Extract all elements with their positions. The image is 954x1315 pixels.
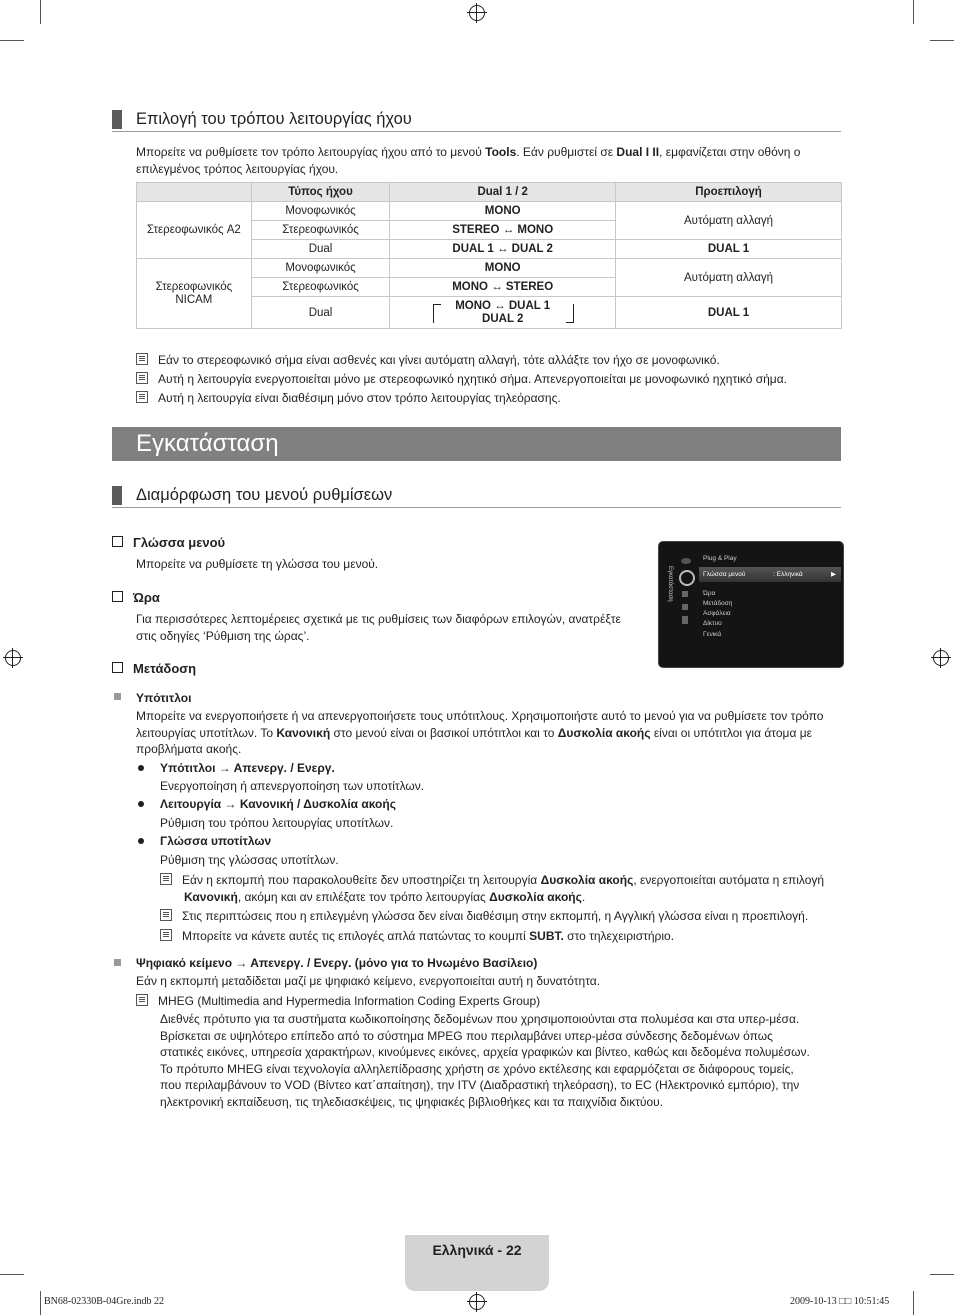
group-nicam: Στερεοφωνικός NICAM — [137, 259, 252, 329]
bullet-icon — [138, 838, 144, 844]
registration-mark-icon — [933, 650, 949, 666]
square-bullet-icon — [114, 693, 121, 700]
chapter-banner: Εγκατάσταση — [112, 427, 841, 461]
registration-mark-icon — [469, 5, 485, 21]
note: Εάν η εκπομπή που παρακολουθείτε δεν υποστηρίζει τη λειτουργία Δυσκολία ακοής, ενεργοποιείται αυτόματα η επιλογή — [160, 872, 850, 889]
section-title: Διαμόρφωση του μενού ρυθμίσεων — [136, 486, 393, 504]
section-heading-setup-menu — [112, 486, 841, 508]
print-file-info: BN68-02330B-04Gre.indb 22 — [44, 1296, 164, 1307]
page-number-tab: Ελληνικά - 22 — [405, 1235, 549, 1291]
registration-mark-icon — [469, 1294, 485, 1310]
note: Μπορείτε να κάνετε αυτές τις επιλογές απλά πατώντας το κουμπί SUBT. στο τηλεχειριστήριο. — [160, 928, 674, 945]
group-a2: Στερεοφωνικός A2 — [137, 202, 252, 259]
note-icon — [136, 994, 148, 1006]
print-date-info: 2009-10-13 □□ 10:51:45 — [790, 1296, 890, 1307]
mheg-description: Διεθνές πρότυπο για τα συστήματα κωδικοποίησης δεδομένων που χρησιμοποιούνται στα πολυμέσα και στα υπερ-μέσα. Βρίσκεται σε υψηλότερο επίπεδο από το σύστημα MPEG που περιλαμβάνει υπερ-μέσα σύνδεσης δεδομένων όπως στατικές εικόνες, υπηρεσία χαρακτήρων, κινούμενες εικόνες, αρχεία γραφικών και βίντεο, καθώς και δεδομένα πολυμέσων. Το πρότυπο MHEG είναι τεχνολογία αλληλεπίδρασης χρήστη σε χρόνο εκτέλεσης και εφαρμόζεται σε διάφορους τομείς, που περιλαμβάνουν το VOD (Βίντεο κατ΄απαίτηση), την ITV (Διαδραστική τηλεόραση), το EC (Ηλεκτρονικό εμπόριο), την ηλεκτρονική εκπαίδευση, τις τηλεδιασκέψεις, τις ψηφιακές βιβλιοθήκες και τα παιχνίδια δικτύου. — [160, 1012, 810, 1109]
note-icon — [136, 372, 148, 384]
note-icon — [160, 873, 172, 885]
menu-language-heading: Γλώσσα μενού — [112, 535, 225, 550]
checkbox-icon — [112, 591, 123, 602]
bullet-icon — [138, 801, 144, 807]
remote-note-icon — [160, 929, 172, 941]
arrow-right-icon: ▶ — [831, 571, 836, 578]
note-icon — [136, 353, 148, 365]
checkbox-icon — [112, 536, 123, 547]
tv-setup-menu-screenshot: Εγκατάσταση Plug & Play Γλώσσα μενού : Ελληνικά ▶ Ώρα Μετάδοση Ασφάλεια Δίκτυο Γενικά — [658, 541, 844, 668]
intro-paragraph: Μπορείτε να ρυθμίσετε τον τρόπο λειτουργίας ήχου από το μενού Tools. Εάν ρυθμιστεί σε Dual I II, εμφανίζεται στην οθόνη ο επιλεγμένος τρόπος λειτουργίας ήχου. — [136, 145, 801, 176]
note-icon — [160, 909, 172, 921]
section-title: Επιλογή του τρόπου λειτουργίας ήχου — [136, 110, 412, 128]
registration-mark-icon — [5, 650, 21, 666]
section-heading-sound-mode — [112, 110, 841, 132]
note: Εάν το στερεοφωνικό σήμα είναι ασθενές και γίνει αυτόματη αλλαγή, τότε αλλάξτε τον ήχο σε μονοφωνικό. — [136, 353, 720, 367]
menu-side-label: Εγκατάσταση — [667, 566, 673, 602]
note: Αυτή η λειτουργία ενεργοποιείται μόνο με στερεοφωνικό ηχητικό σήμα. Απενεργοποιείται με μονοφωνικό ηχητικό σήμα. — [136, 372, 787, 386]
checkbox-icon — [112, 662, 123, 673]
menu-item-language: Γλώσσα μενού — [703, 571, 746, 578]
sound-mode-table: Τύπος ήχου Dual 1 / 2 Προεπιλογή Στερεοφωνικός A2 Μονοφωνικός MONO Αυτόματη αλλαγή Στερεοφωνικός STEREO ↔ MONO Dual DUAL 1 ↔ DUAL 2 DUAL 1 Στερεοφωνικός NICAM Μονοφωνικός MONO Αυτόματη αλλαγή Στερεοφωνικός MONO ↔ STEREO Dual MONO ↔ DUAL 1 DUAL 2 DUAL 1 — [136, 182, 842, 329]
bullet-icon — [138, 765, 144, 771]
subtitles-description: Μπορείτε να ενεργοποιήσετε ή να απενεργοποιήσετε τους υπότιτλους. Χρησιμοποιήστε αυτό το μενού για να ρυθμίσετε τον τρόπο λειτουργίας υποτίτλων. Το Κανονική στο μενού είναι οι βασικοί υπότιτλοι και το Δυσκολία ακοής είναι οι υπότιτλοι για άτομα με προβλήματα ακοής. — [136, 709, 824, 756]
note: Στις περιπτώσεις που η επιλεγμένη γλώσσα δεν είναι διαθέσιμη στην εκπομπή, η Αγγλική γλώσσα είναι η προεπιλογή. — [160, 908, 808, 925]
note: MHEG (Multimedia and Hypermedia Information Coding Experts Group) — [136, 993, 540, 1010]
time-heading: Ώρα — [112, 590, 160, 605]
broadcast-heading: Μετάδοση — [112, 661, 196, 676]
note-icon — [136, 391, 148, 403]
note: Αυτή η λειτουργία είναι διαθέσιμη μόνο στον τρόπο λειτουργίας τηλεόρασης. — [136, 391, 561, 405]
square-bullet-icon — [114, 959, 121, 966]
